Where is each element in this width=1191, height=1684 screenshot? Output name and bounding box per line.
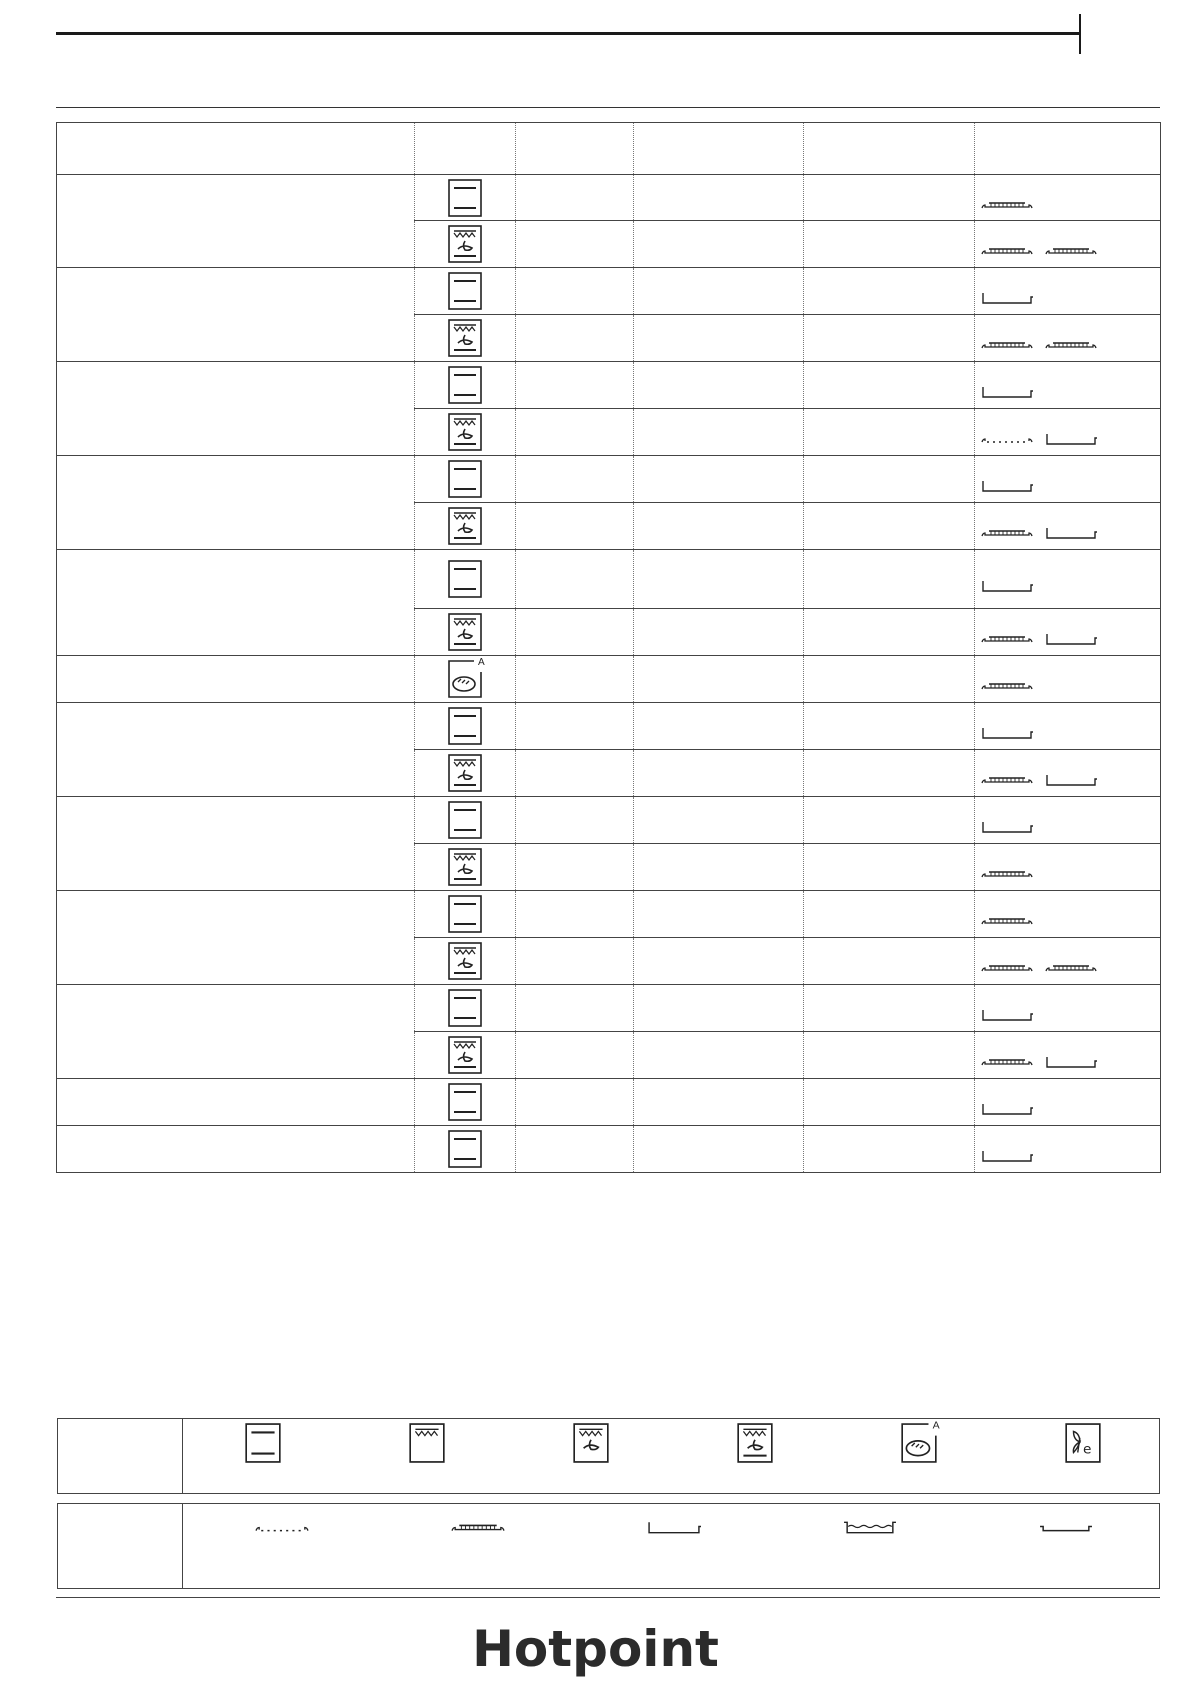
dotted-shelf-icon	[255, 1520, 309, 1535]
accessories-legend-caption	[58, 1504, 183, 1588]
value-cell	[804, 503, 975, 550]
accessories-cell	[975, 409, 1161, 456]
baking-tray-icon	[981, 1102, 1033, 1116]
baking-tray-icon	[1045, 773, 1097, 787]
food-cell	[57, 175, 415, 268]
accessories-group	[975, 1088, 1160, 1116]
function-cell	[415, 550, 516, 609]
value-cell	[516, 1079, 634, 1126]
accessories-group	[975, 853, 1160, 881]
bread-auto-icon	[448, 657, 485, 698]
value-cell	[516, 268, 634, 315]
accessories-group	[975, 712, 1160, 740]
flat-tray-icon	[1039, 1520, 1093, 1535]
function-cell	[415, 938, 516, 985]
table-row	[57, 456, 1161, 503]
food-cell	[57, 550, 415, 656]
value-cell	[804, 985, 975, 1032]
header-cell	[57, 123, 415, 175]
function-cell	[415, 703, 516, 750]
section-rule	[56, 107, 1160, 108]
accessories-group	[975, 900, 1160, 928]
function-legend-item	[1063, 1423, 1103, 1463]
svg-text:A: A	[478, 657, 485, 668]
accessory-legend-item	[644, 1520, 704, 1535]
wire-shelf-icon	[981, 961, 1033, 975]
food-cell	[57, 797, 415, 891]
food-cell	[57, 362, 415, 456]
forced-air-icon	[448, 225, 482, 263]
accessory-legend-item	[448, 1520, 508, 1535]
value-cell	[804, 750, 975, 797]
function-legend-item	[243, 1423, 283, 1463]
baking-tray-icon	[981, 291, 1033, 305]
table-row	[57, 797, 1161, 844]
value-cell	[804, 609, 975, 656]
accessories-cell	[975, 656, 1161, 703]
food-cell	[57, 891, 415, 985]
conventional-icon	[448, 179, 482, 217]
conventional-icon	[448, 1083, 482, 1121]
value-cell	[516, 409, 634, 456]
table-row	[57, 175, 1161, 221]
accessories-group	[975, 1135, 1160, 1163]
function-cell	[415, 409, 516, 456]
accessories-group	[975, 759, 1160, 787]
accessories-cell	[975, 268, 1161, 315]
function-cell	[415, 985, 516, 1032]
accessories-group	[975, 994, 1160, 1022]
accessories-group	[975, 565, 1160, 593]
wire-shelf-icon	[981, 198, 1033, 212]
value-cell	[634, 985, 804, 1032]
value-cell	[516, 891, 634, 938]
value-cell	[804, 409, 975, 456]
baking-tray-icon	[1045, 432, 1097, 446]
accessories-legend	[57, 1503, 1160, 1589]
accessories-group	[975, 277, 1160, 305]
value-cell	[516, 656, 634, 703]
accessories-cell	[975, 1079, 1161, 1126]
function-cell	[415, 456, 516, 503]
baking-tray-icon	[981, 385, 1033, 399]
function-cell	[415, 221, 516, 268]
wire-shelf-icon	[451, 1520, 505, 1535]
header-cell	[634, 123, 804, 175]
accessories-group	[975, 184, 1160, 212]
value-cell	[516, 844, 634, 891]
function-cell	[415, 750, 516, 797]
wire-shelf-icon	[981, 244, 1033, 258]
wire-shelf-icon	[981, 338, 1033, 352]
accessories-group	[975, 465, 1160, 493]
accessories-cell	[975, 456, 1161, 503]
function-cell	[415, 656, 516, 703]
food-cell	[57, 703, 415, 797]
accessories-group	[975, 512, 1160, 540]
value-cell	[516, 503, 634, 550]
accessories-group	[975, 418, 1160, 446]
value-cell	[634, 503, 804, 550]
accessory-legend-item	[840, 1520, 900, 1535]
accessories-cell	[975, 550, 1161, 609]
baking-tray-icon	[1045, 1055, 1097, 1069]
function-cell	[415, 315, 516, 362]
value-cell	[634, 315, 804, 362]
value-cell	[516, 362, 634, 409]
table-row	[57, 891, 1161, 938]
wire-shelf-icon	[981, 526, 1033, 540]
forced-air-icon	[737, 1423, 773, 1463]
bread-auto-icon	[901, 1419, 940, 1463]
value-cell	[804, 1032, 975, 1079]
baking-tray-icon	[981, 1008, 1033, 1022]
value-cell	[804, 456, 975, 503]
food-cell	[57, 656, 415, 703]
function-cell	[415, 1032, 516, 1079]
header-cell	[415, 123, 516, 175]
accessories-group	[975, 618, 1160, 646]
forced-air-icon	[448, 942, 482, 980]
table-row	[57, 268, 1161, 315]
value-cell	[804, 891, 975, 938]
value-cell	[804, 703, 975, 750]
value-cell	[634, 1126, 804, 1173]
value-cell	[516, 609, 634, 656]
functions-legend	[57, 1418, 1160, 1494]
value-cell	[516, 750, 634, 797]
value-cell	[634, 938, 804, 985]
value-cell	[634, 1079, 804, 1126]
accessory-legend-item	[1036, 1520, 1096, 1535]
value-cell	[804, 550, 975, 609]
accessories-cell	[975, 362, 1161, 409]
table-row	[57, 550, 1161, 609]
forced-air-icon	[448, 848, 482, 886]
wire-shelf-icon	[981, 679, 1033, 693]
value-cell	[516, 1126, 634, 1173]
wire-shelf-icon	[1045, 338, 1097, 352]
brand-logo: Hotpoint	[472, 1620, 719, 1678]
conventional-icon	[448, 460, 482, 498]
value-cell	[634, 656, 804, 703]
conventional-icon	[448, 989, 482, 1027]
wire-shelf-icon	[981, 914, 1033, 928]
conventional-icon	[448, 272, 482, 310]
conventional-icon	[448, 560, 482, 598]
conventional-icon	[448, 1130, 482, 1168]
value-cell	[634, 409, 804, 456]
value-cell	[804, 656, 975, 703]
value-cell	[516, 703, 634, 750]
function-cell	[415, 1126, 516, 1173]
value-cell	[634, 703, 804, 750]
function-cell	[415, 891, 516, 938]
accessories-cell	[975, 1032, 1161, 1079]
forced-air-icon	[448, 1036, 482, 1074]
wire-shelf-icon	[981, 632, 1033, 646]
function-cell	[415, 503, 516, 550]
accessories-cell	[975, 797, 1161, 844]
accessories-cell	[975, 609, 1161, 656]
value-cell	[804, 844, 975, 891]
table-row	[57, 1126, 1161, 1173]
turbo-grill-icon	[573, 1423, 609, 1463]
baking-tray-icon	[647, 1520, 701, 1535]
accessories-group	[975, 665, 1160, 693]
wire-shelf-icon	[1045, 244, 1097, 258]
header-cell	[516, 123, 634, 175]
conventional-icon	[448, 707, 482, 745]
baking-tray-icon	[981, 1149, 1033, 1163]
accessories-cell	[975, 221, 1161, 268]
value-cell	[634, 1032, 804, 1079]
food-cell	[57, 268, 415, 362]
value-cell	[516, 550, 634, 609]
table-row	[57, 656, 1161, 703]
forced-air-icon	[448, 413, 482, 451]
value-cell	[634, 268, 804, 315]
value-cell	[516, 456, 634, 503]
value-cell	[804, 797, 975, 844]
accessories-cell	[975, 703, 1161, 750]
baking-tray-icon	[1045, 526, 1097, 540]
value-cell	[516, 315, 634, 362]
accessories-cell	[975, 985, 1161, 1032]
header-cell	[975, 123, 1161, 175]
baking-tray-icon	[981, 479, 1033, 493]
forced-air-icon	[448, 507, 482, 545]
accessories-cell	[975, 503, 1161, 550]
conventional-icon	[448, 895, 482, 933]
accessories-cell	[975, 315, 1161, 362]
value-cell	[634, 797, 804, 844]
function-cell	[415, 797, 516, 844]
food-cell	[57, 1126, 415, 1173]
baking-tray-icon	[1045, 632, 1097, 646]
top-tick	[1079, 14, 1081, 54]
baking-tray-icon	[981, 579, 1033, 593]
value-cell	[516, 797, 634, 844]
accessories-cell	[975, 1126, 1161, 1173]
function-legend-item	[571, 1423, 611, 1463]
value-cell	[634, 221, 804, 268]
value-cell	[804, 362, 975, 409]
wire-shelf-icon	[1045, 961, 1097, 975]
accessories-group	[975, 806, 1160, 834]
value-cell	[634, 550, 804, 609]
function-cell	[415, 1079, 516, 1126]
function-cell	[415, 362, 516, 409]
eco-forced-air-icon	[1065, 1423, 1101, 1463]
function-legend-item	[899, 1419, 940, 1463]
accessories-cell	[975, 891, 1161, 938]
value-cell	[634, 844, 804, 891]
function-cell	[415, 844, 516, 891]
accessories-group	[975, 324, 1160, 352]
accessory-legend-item	[252, 1520, 312, 1535]
value-cell	[634, 175, 804, 221]
value-cell	[516, 221, 634, 268]
value-cell	[516, 985, 634, 1032]
forced-air-icon	[448, 754, 482, 792]
table-row	[57, 703, 1161, 750]
table-row	[57, 362, 1161, 409]
value-cell	[804, 1126, 975, 1173]
food-cell	[57, 456, 415, 550]
accessories-cell	[975, 844, 1161, 891]
forced-air-icon	[448, 319, 482, 357]
wire-shelf-icon	[981, 773, 1033, 787]
value-cell	[804, 221, 975, 268]
value-cell	[804, 268, 975, 315]
value-cell	[804, 175, 975, 221]
functions-legend-caption	[58, 1419, 183, 1493]
function-cell	[415, 609, 516, 656]
drip-tray-icon	[843, 1520, 897, 1535]
function-legend-item	[735, 1423, 775, 1463]
header-cell	[804, 123, 975, 175]
table-row	[57, 1079, 1161, 1126]
food-cell	[57, 985, 415, 1079]
value-cell	[634, 609, 804, 656]
accessories-group	[975, 947, 1160, 975]
top-rule	[56, 32, 1080, 35]
baking-tray-icon	[981, 726, 1033, 740]
value-cell	[516, 175, 634, 221]
accessories-group	[975, 371, 1160, 399]
svg-text:A: A	[932, 1419, 940, 1432]
value-cell	[804, 315, 975, 362]
accessories-group	[975, 230, 1160, 258]
function-cell	[415, 268, 516, 315]
function-cell	[415, 175, 516, 221]
wire-shelf-icon	[981, 867, 1033, 881]
value-cell	[634, 362, 804, 409]
value-cell	[804, 1079, 975, 1126]
forced-air-icon	[448, 613, 482, 651]
value-cell	[804, 938, 975, 985]
wire-shelf-icon	[981, 1055, 1033, 1069]
accessories-cell	[975, 175, 1161, 221]
accessories-cell	[975, 750, 1161, 797]
baking-tray-icon	[981, 820, 1033, 834]
value-cell	[634, 456, 804, 503]
grill-icon	[409, 1423, 445, 1463]
accessories-cell	[975, 938, 1161, 985]
accessories-group	[975, 1041, 1160, 1069]
cooking-table	[56, 122, 1161, 1173]
value-cell	[516, 938, 634, 985]
value-cell	[634, 891, 804, 938]
value-cell	[634, 750, 804, 797]
conventional-icon	[245, 1423, 281, 1463]
dotted-shelf-icon	[981, 432, 1033, 446]
table-row	[57, 985, 1161, 1032]
footer-rule	[56, 1597, 1160, 1598]
food-cell	[57, 1079, 415, 1126]
function-legend-item	[407, 1423, 447, 1463]
table-header-row	[57, 123, 1161, 175]
value-cell	[516, 1032, 634, 1079]
conventional-icon	[448, 801, 482, 839]
conventional-icon	[448, 366, 482, 404]
